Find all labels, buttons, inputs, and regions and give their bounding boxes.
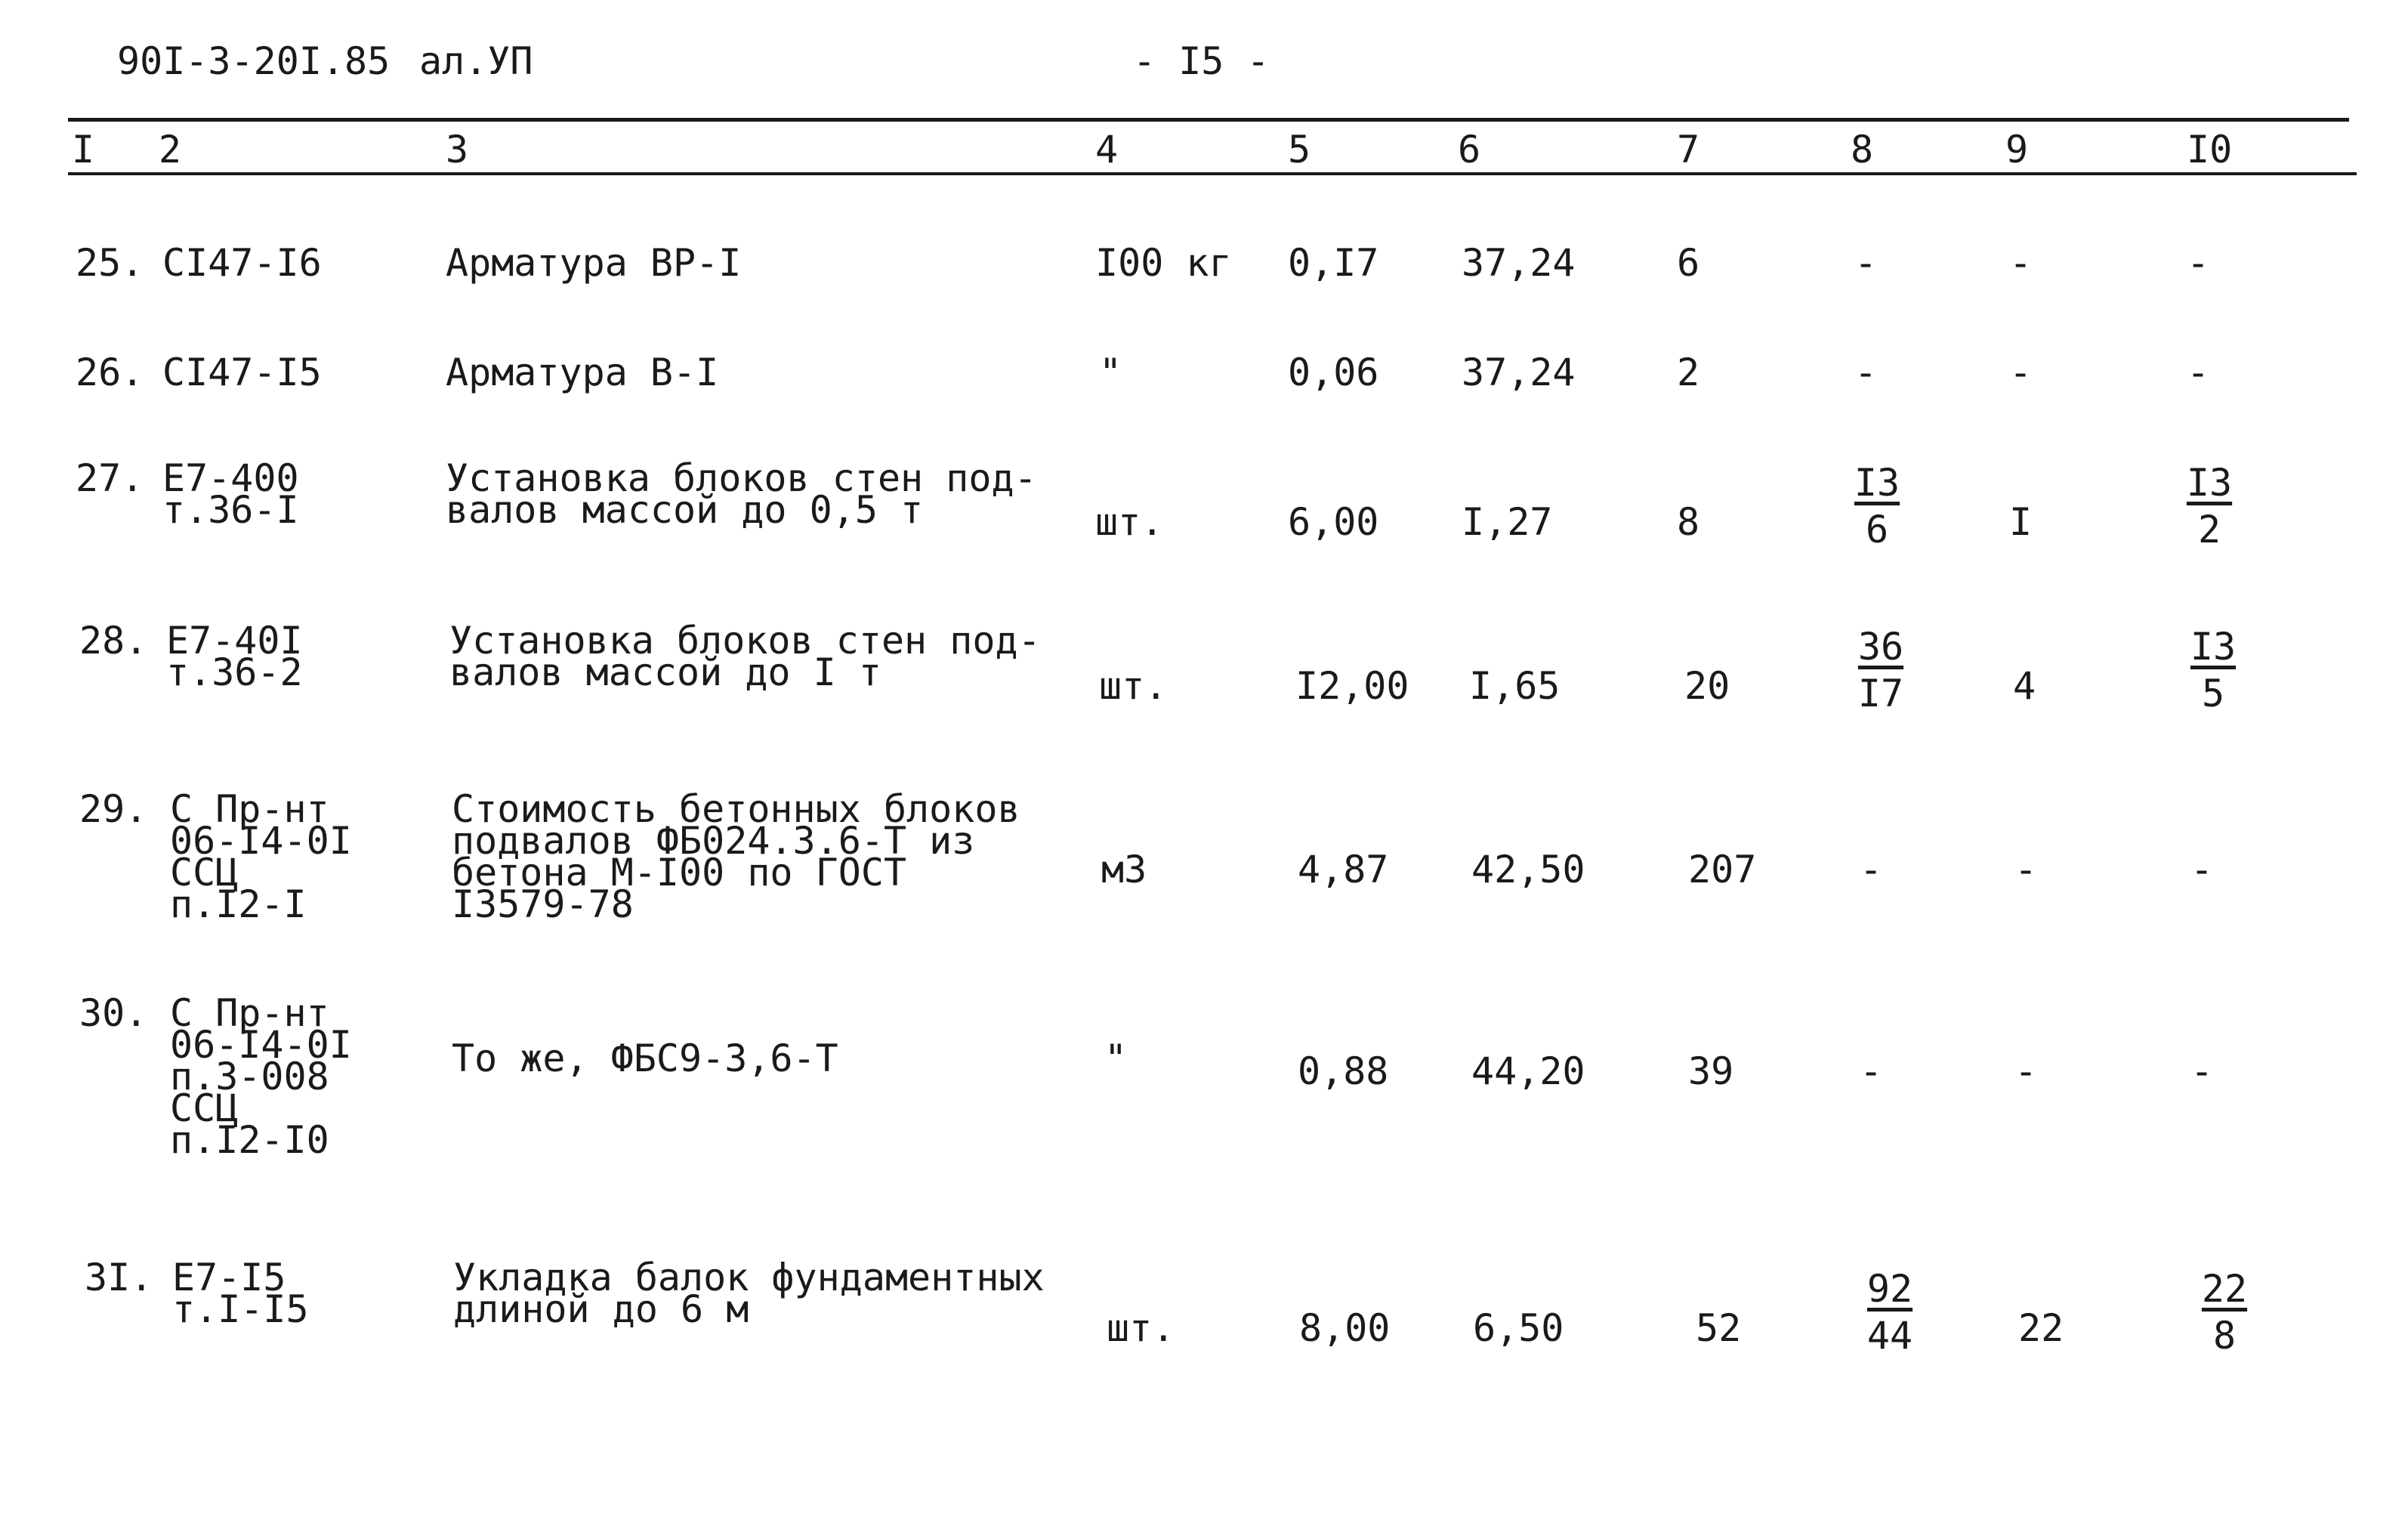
album-label: ал.УП [419,39,533,83]
fraction-numerator: I3 [2190,625,2237,669]
row-unit: шт. [1095,500,1164,544]
row-description-line: бетона М-I00 по ГОСТ [452,851,907,894]
row-col9: - [2014,1049,2038,1093]
row-unit: " [1099,351,1122,394]
row-code-line: С Пр-нт [170,991,329,1035]
row-col6: 44,20 [1471,1049,1585,1093]
row-col9: 22 [2018,1306,2064,1350]
fraction-numerator: 22 [2201,1267,2248,1311]
row-description-line: Арматура В-I [446,351,719,394]
row-number: 3I. [85,1256,153,1299]
row-number: 27. [76,456,144,500]
row-col6: 37,24 [1462,351,1576,394]
row-code-line: CI47-I5 [162,351,322,394]
row-col10-fraction [2179,1265,2270,1359]
row-col7: 8 [1677,500,1700,544]
row-col5: 0,I7 [1288,241,1379,285]
row-unit: м3 [1101,848,1147,891]
row-col8-fraction [1832,459,1922,553]
row-code-line: т.I-I5 [172,1287,309,1331]
row-col6: 6,50 [1473,1306,1564,1350]
column-header-4: 4 [1095,128,1119,171]
row-col10-fraction [2164,459,2255,553]
fraction-denominator: 44 [1866,1314,1913,1358]
row-code-line: Е7-400 [162,456,299,500]
row-col8-fraction [1835,623,1926,717]
row-number: 26. [76,351,144,394]
row-col10: - [2187,351,2210,394]
row-description-line: То же, ФБС9-3,6-Т [452,1037,838,1080]
row-code-line: п.I2-I0 [170,1118,329,1162]
row-col9: I [2009,500,2033,544]
row-col8-fraction [1845,1265,1935,1359]
row-number: 29. [79,787,148,831]
fraction-numerator: 36 [1857,625,1904,669]
row-description-line: Укладка балок фундаментных [453,1256,1045,1299]
row-code-line: ССЦ [170,1086,239,1130]
column-header-9: 9 [2005,128,2029,171]
row-description-line: валов массой до 0,5 т [446,488,924,532]
row-col8: - [1854,241,1878,285]
row-col8: - [1854,351,1878,394]
fraction-denominator: I7 [1857,672,1904,715]
fraction-numerator: 92 [1866,1267,1913,1311]
row-code-line: CI47-I6 [162,241,322,285]
row-code-line: Е7-I5 [172,1256,286,1299]
row-col6: I,65 [1469,664,1561,708]
column-header-8: 8 [1851,128,1874,171]
row-col10-fraction [2168,623,2258,717]
row-code-line: 06-I4-0I [170,819,352,863]
fraction-numerator: I3 [1854,461,1900,505]
column-header-2: 2 [159,128,182,171]
row-unit: шт. [1107,1306,1175,1350]
row-col6: 37,24 [1462,241,1576,285]
row-col5: I2,00 [1295,664,1409,708]
row-col7: 52 [1696,1306,1742,1350]
row-col9: - [2009,351,2033,394]
column-header-5: 5 [1288,128,1311,171]
row-unit: " [1104,1037,1128,1080]
row-col7: 2 [1677,351,1700,394]
fraction-numerator: I3 [2186,461,2233,505]
column-header-10: I0 [2187,128,2233,171]
fraction-denominator: 6 [1865,508,1889,551]
row-description-line: Установка блоков стен под- [449,619,1041,663]
page-number: - I5 - [1133,39,1270,83]
row-col8: - [1860,1049,1883,1093]
row-unit: I00 кг [1095,241,1232,285]
fraction-denominator: 8 [2212,1314,2237,1358]
document-code: 90I-3-20I.85 [117,39,391,83]
column-header-1: I [72,128,95,171]
row-col7: 20 [1684,664,1730,708]
row-col9: 4 [2013,664,2036,708]
row-col5: 0,88 [1298,1049,1389,1093]
row-code-line: п.3-008 [170,1055,329,1098]
row-col5: 0,06 [1288,351,1379,394]
row-code-line: п.I2-I [170,882,307,926]
row-code-line: 06-I4-0I [170,1023,352,1067]
row-code-line: т.36-2 [166,650,303,694]
row-code-line: Е7-40I [166,619,303,663]
top-rule [68,118,2349,122]
row-col6: 42,50 [1471,848,1585,891]
fraction-denominator: 5 [2201,672,2225,715]
row-col9: - [2014,848,2038,891]
row-description-line: I3579-78 [452,882,634,926]
row-description-line: Стоимость бетонных блоков [452,787,1020,831]
row-col10: - [2187,241,2210,285]
row-col7: 6 [1677,241,1700,285]
column-header-3: 3 [446,128,469,171]
column-header-7: 7 [1677,128,1700,171]
row-col7: 207 [1688,848,1757,891]
row-col8: - [1860,848,1883,891]
row-code-line: ССЦ [170,851,239,894]
row-number: 30. [79,991,148,1035]
row-col9: - [2009,241,2033,285]
row-number: 28. [79,619,148,663]
row-code-line: С Пр-нт [170,787,329,831]
row-description-line: валов массой до I т [449,650,881,694]
row-description-line: Арматура ВР-I [446,241,742,285]
row-col10: - [2190,1049,2214,1093]
row-description-line: Установка блоков стен под- [446,456,1037,500]
row-code-line: т.36-I [162,488,299,532]
header-rule [68,172,2357,175]
row-col6: I,27 [1462,500,1553,544]
row-unit: шт. [1099,664,1168,708]
fraction-denominator: 2 [2197,508,2221,551]
row-col5: 6,00 [1288,500,1379,544]
row-number: 25. [76,241,144,285]
row-col10: - [2190,848,2214,891]
row-description-line: длиной до 6 м [453,1287,749,1331]
row-col5: 8,00 [1299,1306,1391,1350]
row-col5: 4,87 [1298,848,1389,891]
column-header-6: 6 [1458,128,1481,171]
row-description-line: подвалов ФБ024.3.6-Т из [452,819,975,863]
row-col7: 39 [1688,1049,1734,1093]
